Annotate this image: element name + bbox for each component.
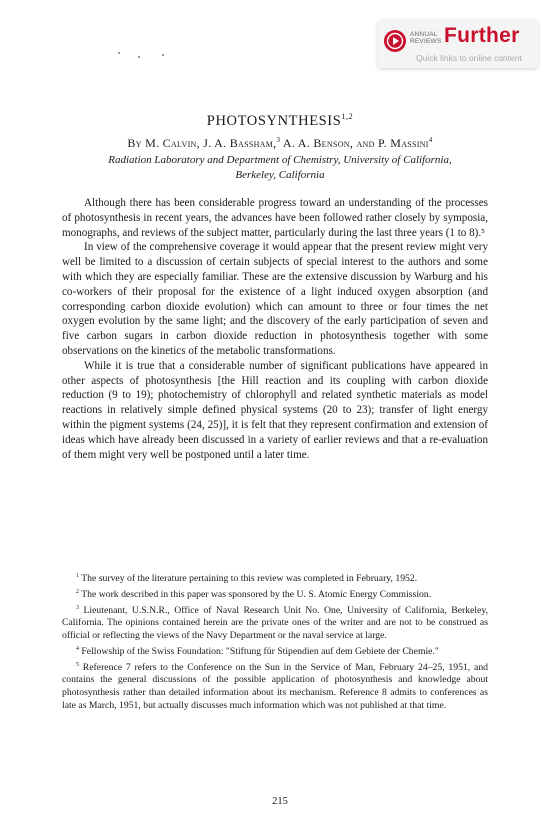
quick-links-label: Quick links to online content [416, 53, 522, 63]
author-line [0, 136, 560, 151]
scan-specks [112, 50, 172, 60]
footnote-text: Lieutenant, U.S.N.R., Office of Naval Research Unit No. One, University of California, Berkeley, California. The opinions contained herein are the private ones of the writer and are not to be construed as official or reflecting the views of the Navy Department or the naval service at large. [62, 604, 488, 642]
paragraph: Although there has been considerable progress toward an understanding of the processes of photosynthesis in recent years, the advances have been followed rather closely by symposia, monographs, and reviews of the subject matter, particularly during the last three years (1 to 8).⁵ [62, 197, 488, 239]
footnotes [62, 570, 488, 712]
footnote-number: 4 [76, 645, 79, 652]
page-number: 215 [272, 796, 288, 807]
footnote [62, 586, 488, 602]
paragraph: In view of the comprehensive coverage it would appear that the present review might very well be limited to a discussion of certain subjects of special interest to the authors and some with which they are especially familiar. These are the extensive discussion by Warburg and his co-workers of their proposal for the existence of a light induced oxygen absorption (and corresponding carbon dioxide evolution) which can amount to three or four times the net oxygen evolution by the same light; and the discovery of the early participation of seven and five carbon sugars in carbon dioxide reduction in photosynthesis together with some observations on the kinetics of the metabolic transformations. [62, 241, 488, 357]
annual-reviews-logo-text [410, 31, 440, 45]
footnote-number: 1 [76, 573, 79, 579]
footnote-number: 5 [76, 661, 79, 668]
affiliation-line-1: Radiation Laboratory and Department of Chemistry, University of California, [108, 154, 452, 166]
footnote-number: 2 [76, 588, 79, 595]
footnote [62, 602, 488, 643]
footnote-number: 3 [76, 604, 79, 611]
footnote [62, 659, 488, 713]
footnote [62, 570, 488, 586]
article-title [0, 112, 560, 130]
author-note-3: 3 [276, 136, 281, 144]
play-arrow-icon [384, 30, 406, 52]
footnote-text: Reference 7 refers to the Conference on the Sun in the Service of Man, February 24–25, 1951, and contains the general discussions of the possible application of photosynthesis and knowledge about photosynthesis rather than detailed information about its mechanism. Reference 8 admits to conferences as late as March, 1951, but actually discusses much information which was not published at that time. [62, 661, 489, 711]
reviews-label: REVIEWS [410, 38, 442, 45]
footnote-text: The work described in this paper was sponsored by the U. S. Atomic Energy Commission. [81, 589, 432, 601]
footnote-text: The survey of the literature pertaining to this review was completed in February, 1952. [81, 573, 418, 585]
author-note-4: 4 [428, 136, 433, 144]
annual-label: ANNUAL [410, 31, 438, 38]
authors-second: A. A. Benson, and P. Massini [282, 136, 429, 150]
footnote-text: Fellowship of the Swiss Foundation: "Stiftung für Stipendien auf dem Gebiete der Chemie." [81, 645, 439, 657]
title-text: PHOTOSYNTHESIS [206, 112, 342, 129]
further-label: Further [444, 24, 520, 47]
footnote [62, 643, 488, 659]
paragraph: While it is true that a considerable number of significant publications have appeared in other aspects of photosynthesis [the Hill reaction and its coupling with carbon dioxide reduction (9 to 19); photochemistry of chlorophyll and related synthetic materials as model reactions in relatively simple defined physical systems (20 to 23); transfer of light energy within the pigment systems (24, 25)], it is felt that they represent confirmation and extension of ideas which have already been discussed in a variety of earlier reviews and that a re-evaluation of them might very well be postponed until a later time. [62, 359, 488, 461]
annual-reviews-further-link[interactable] [378, 20, 538, 68]
authors-first: M. Calvin, J. A. Bassham, [145, 136, 277, 150]
affiliation-line-2: Berkeley, California [235, 169, 325, 181]
title-footnote-marks: 1,2 [341, 112, 354, 121]
body-text [62, 196, 488, 462]
author-prefix: By [127, 136, 142, 150]
